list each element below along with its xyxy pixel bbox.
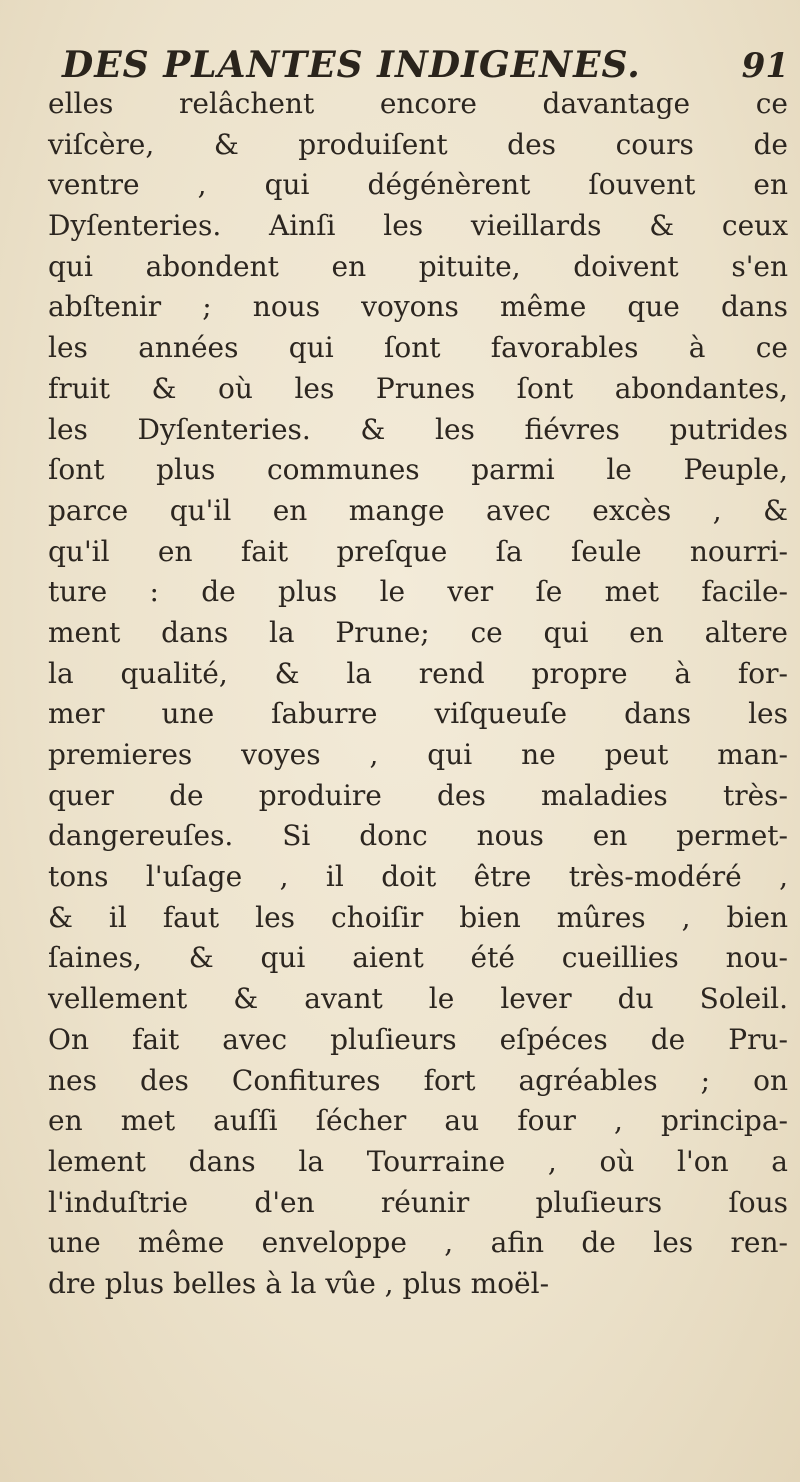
text-line: mer une ſaburre viſqueuſe dans les — [48, 697, 788, 731]
text-line: qu'il en fait preſque ſa ſeule nourri- — [48, 534, 788, 568]
text-line: & il faut les choiſir bien mûres , bien — [48, 900, 788, 934]
text-line: une même enveloppe , afin de les ren- — [48, 1226, 788, 1260]
text-line: l'induſtrie d'en réunir pluſieurs ſous — [48, 1185, 788, 1219]
text-line: dre plus belles à la vûe , plus moël- — [48, 1266, 550, 1300]
text-line: dangereuſes. Si donc nous en permet- — [48, 819, 788, 853]
text-line: ment dans la Prune; ce qui en altere — [48, 615, 788, 649]
text-line: nes des Confitures fort agréables ; on — [48, 1063, 788, 1097]
text-line: fruit & où les Prunes ſont abondantes, — [48, 371, 788, 405]
text-line: On fait avec pluſieurs eſpéces de Pru- — [48, 1022, 788, 1056]
text-line: premieres voyes , qui ne peut man- — [48, 738, 788, 771]
text-line: elles relâchent encore davantage ce — [48, 87, 788, 120]
text-line: ſaines, & qui aient été cueillies nou- — [48, 941, 788, 975]
text-line: ture : de plus le ver ſe met facile- — [48, 575, 788, 609]
text-line: vellement & avant le lever du Soleil. — [48, 982, 788, 1016]
text-line: Dyſenteries. Ainſi les vieillards & ceux — [48, 209, 788, 243]
text-line: en met auſſi ſécher au four , principa- — [48, 1104, 788, 1138]
text-line: ventre , qui dégénèrent ſouvent en — [48, 168, 788, 202]
text-line: qui abondent en pituite, doivent s'en — [48, 249, 788, 283]
text-line: parce qu'il en mange avec excès , & — [48, 493, 788, 527]
text-line: ſont plus communes parmi le Peuple, — [48, 453, 788, 487]
text-line: viſcère, & produiſent des cours de — [48, 127, 788, 161]
text-line: lement dans la Tourraine , où l'on a — [48, 1144, 788, 1178]
text-line: quer de produire des maladies très- — [48, 778, 788, 812]
text-line: la qualité, & la rend propre à for- — [48, 656, 788, 690]
text-line: les Dyſenteries. & les fiévres putrides — [48, 412, 788, 446]
text-line: les années qui ſont favorables à ce — [48, 331, 788, 365]
running-title: DES PLANTES INDIGENES. — [62, 44, 641, 86]
body-text — [48, 84, 788, 1305]
text-line: tons l'uſage , il doit être très-modéré , — [48, 860, 788, 894]
text-line: abſtenir ; nous voyons même que dans — [48, 290, 788, 324]
page-number: 91 — [741, 46, 789, 86]
